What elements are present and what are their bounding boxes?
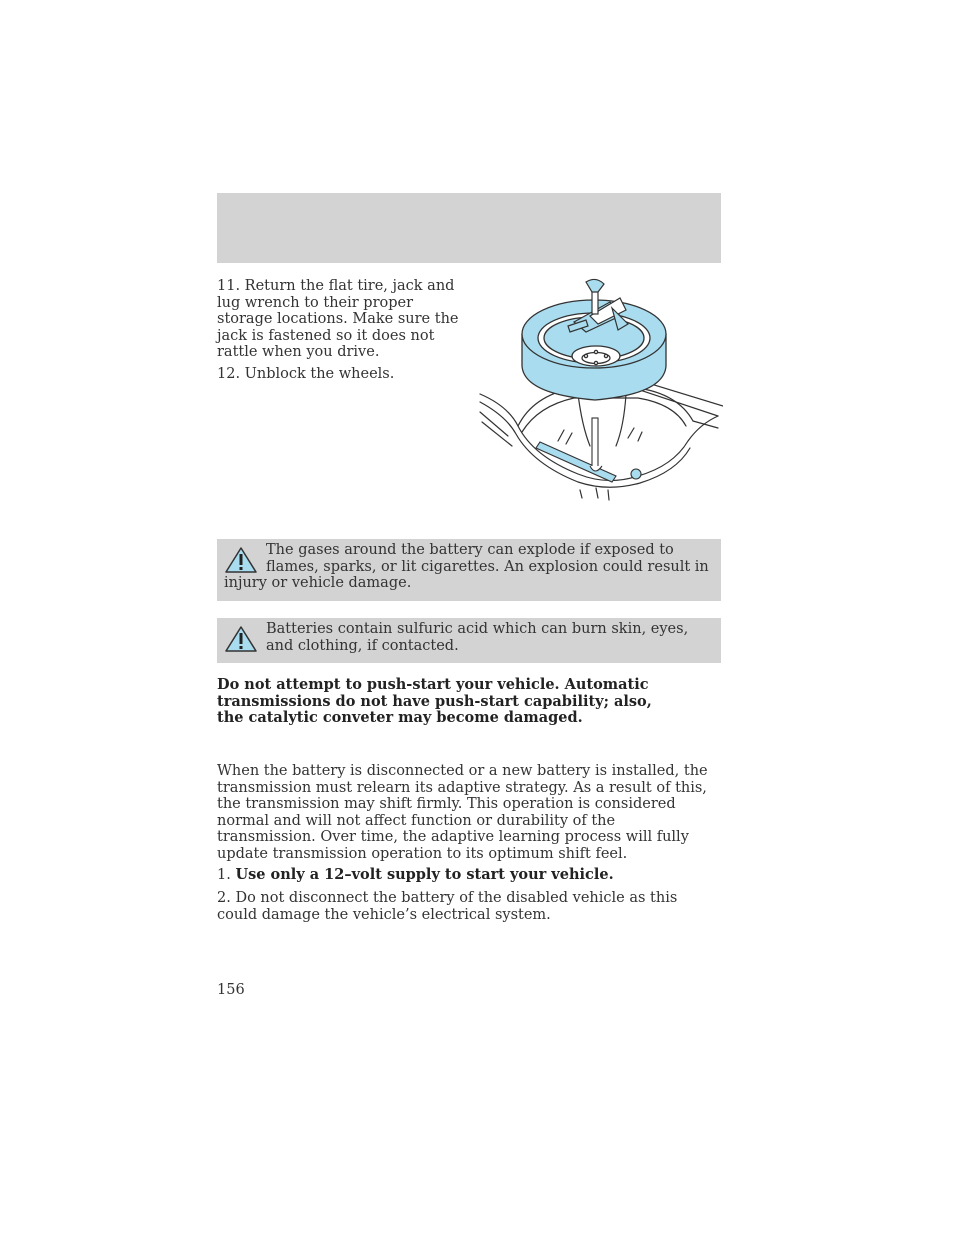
warning-box-sulfuric-acid bbox=[217, 618, 721, 663]
warning-box-battery-gases bbox=[217, 539, 721, 601]
warning-text: The gases around the battery can explode if exposed to flames, sparks, or lit cigarettes. An explosion could result in injury or vehicle damage. bbox=[224, 542, 709, 591]
jump-step-1-prefix: 1. bbox=[217, 867, 236, 883]
jump-step-2: 2. Do not disconnect the battery of the disabled vehicle as this could damage the vehicle’s electrical system. bbox=[217, 890, 678, 923]
step-11-text: 11. Return the flat tire, jack and lug wrench to their proper storage locations. Make sure the jack is fastened so it does not rattle when you drive. bbox=[217, 278, 459, 360]
jump-step-1 bbox=[217, 867, 717, 884]
step-12-text: 12. Unblock the wheels. bbox=[217, 366, 395, 382]
warning-text: Batteries contain sulfuric acid which can burn skin, eyes, and clothing, if contacted. bbox=[266, 621, 689, 654]
adaptive-strategy-paragraph: When the battery is disconnected or a new battery is installed, the transmission must relearn its adaptive strategy. As a result of this, the transmission may shift firmly. This operation is considered normal and will not affect function or durability of the transmission. Over time, the adaptive learning process will fully update transmission operation to its optimum shift feel. bbox=[217, 763, 708, 862]
spare-tire-storage-illustration bbox=[478, 276, 723, 501]
push-start-notice: Do not attempt to push-start your vehicle. Automatic transmissions do not have push-start capability; also, the catalytic conveter may become damaged. bbox=[217, 676, 652, 726]
warning-triangle-icon bbox=[224, 625, 258, 653]
section-header-bar bbox=[217, 193, 721, 263]
warning-triangle-icon bbox=[224, 546, 258, 574]
page-number: 156 bbox=[217, 982, 245, 998]
jump-step-1-bold: Use only a 12–volt supply to start your vehicle. bbox=[235, 866, 614, 883]
